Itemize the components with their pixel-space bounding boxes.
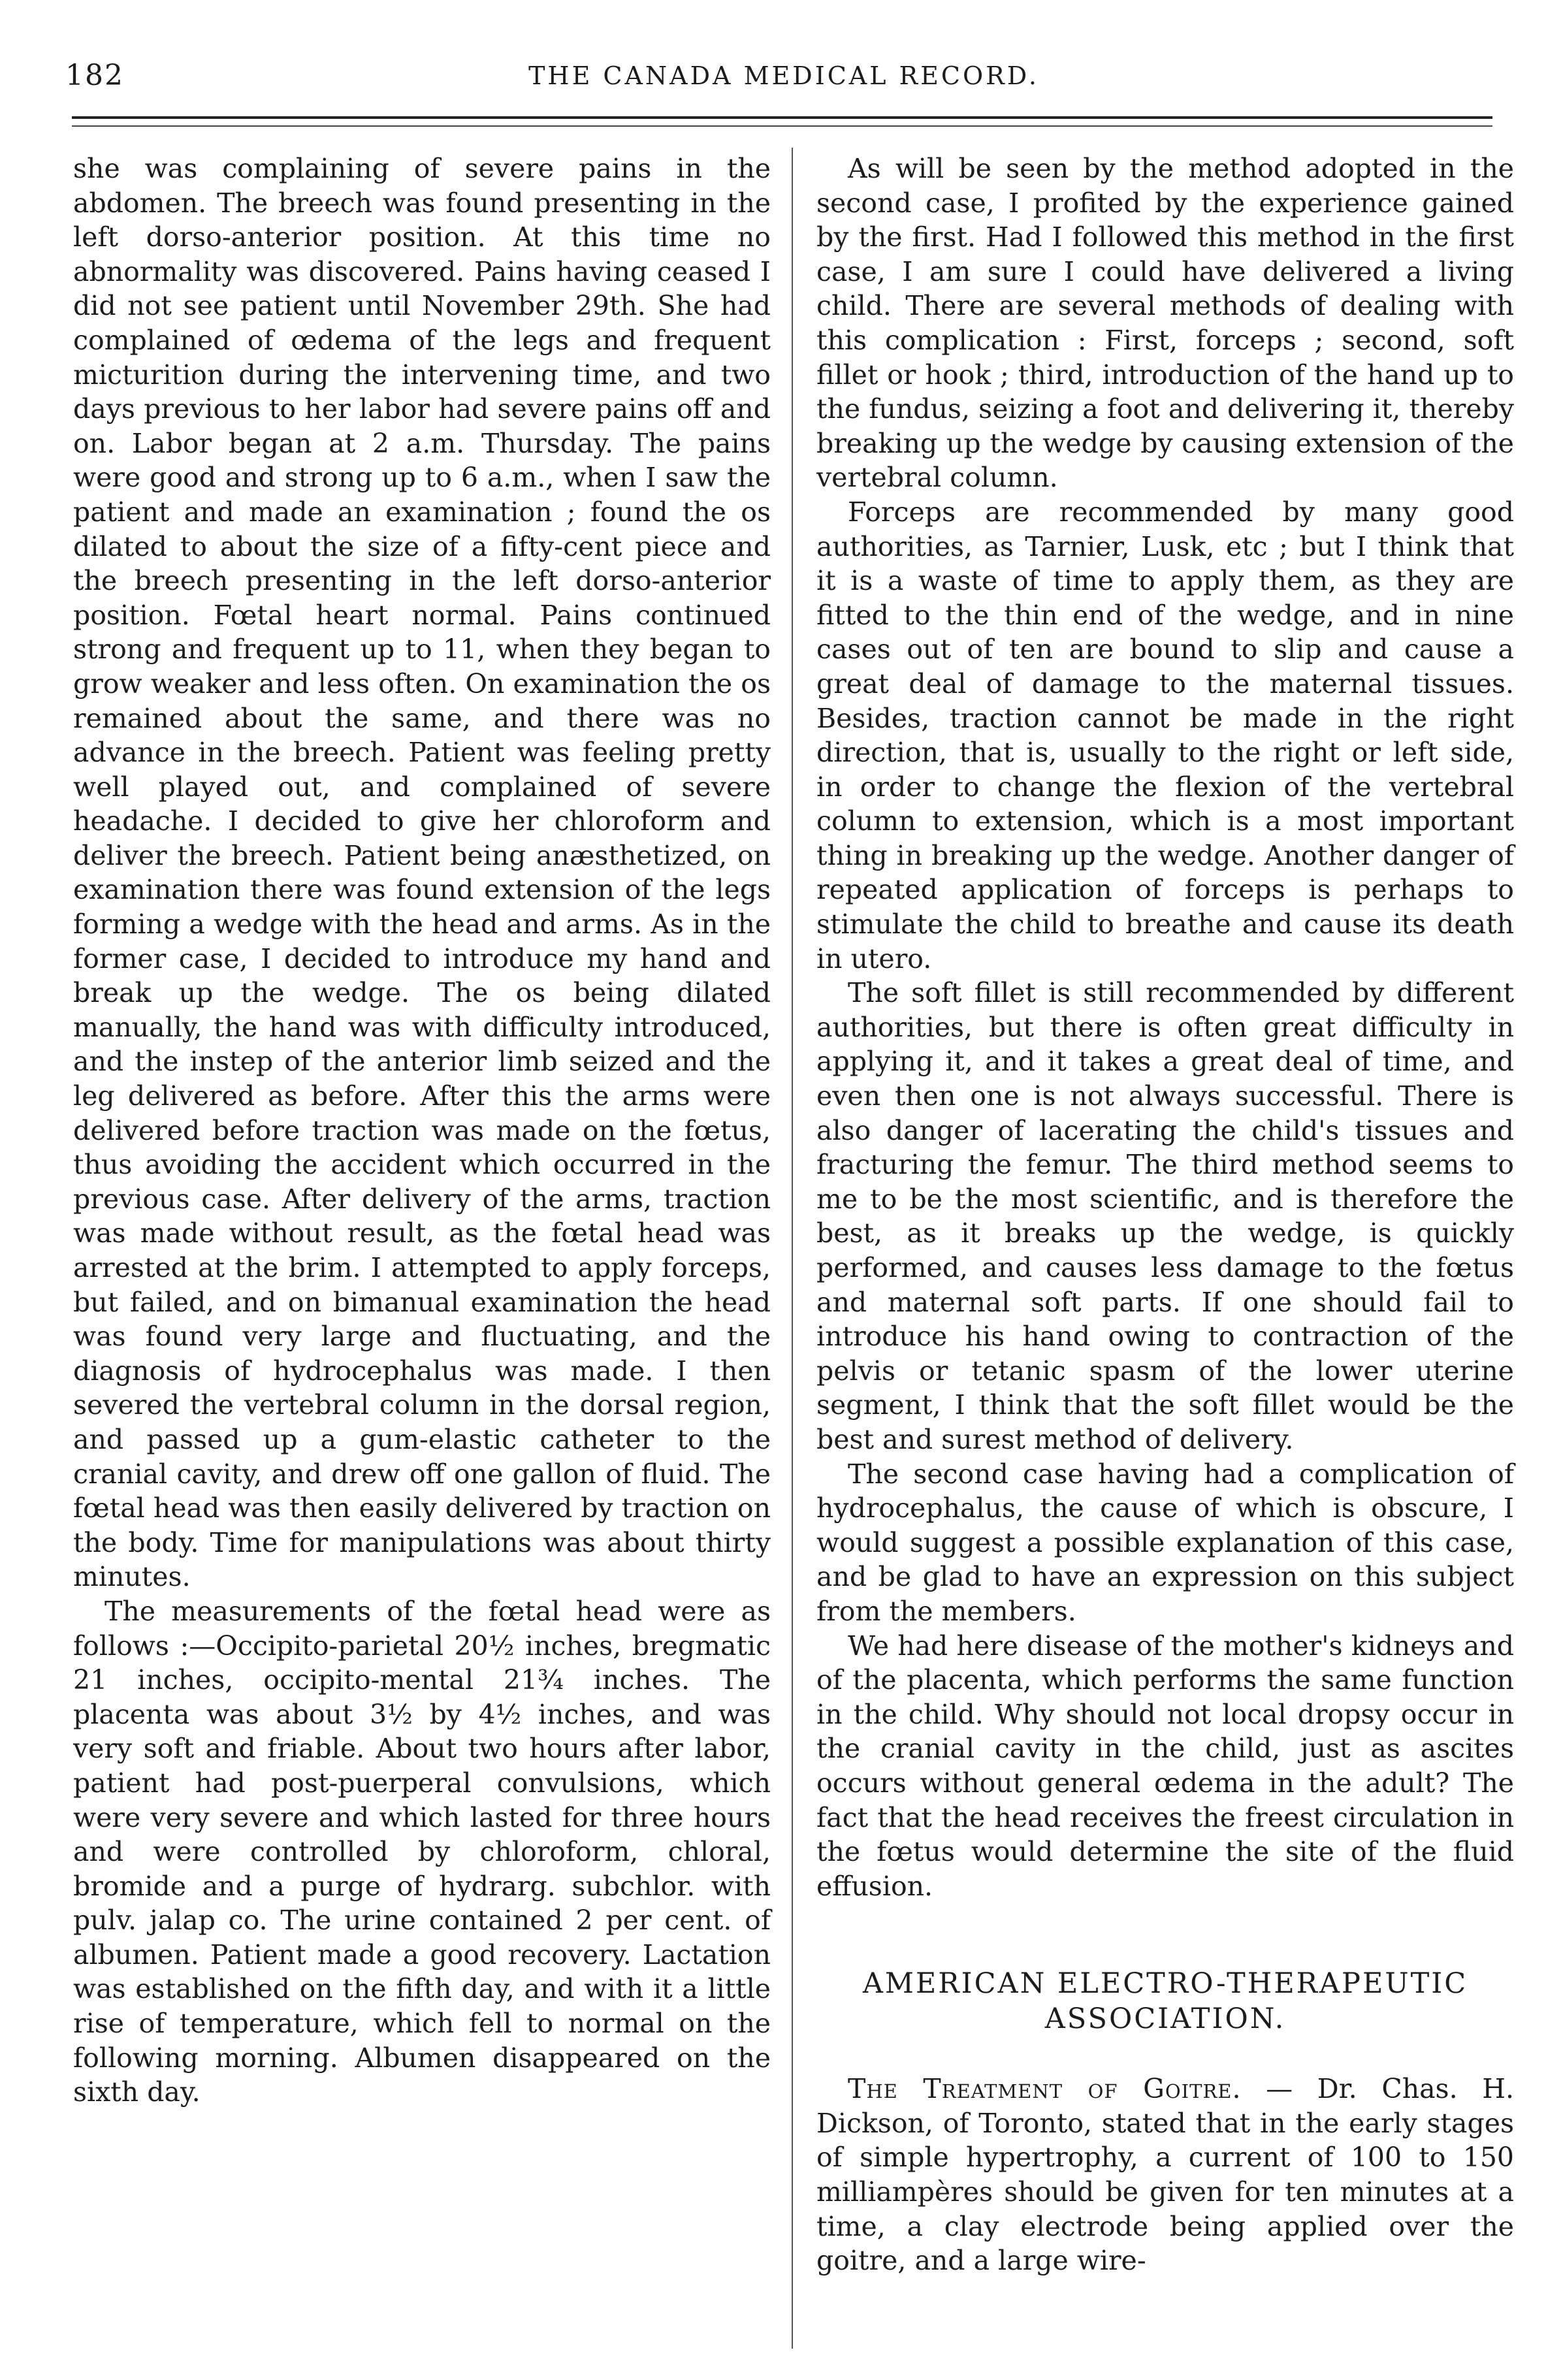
paragraph-measurements: The measurements of the fœtal head were as follows :—Occipito-parietal 20½ inches, bregmatic 21 inches, occipito-mental 21¾ inches. The placenta was about 3½ by 4½ inches, and was very soft and friable. About two hours after labor, patient had post-puerperal convulsions, which were very severe and which lasted for three hours and were controlled by chloroform, chloral, bromide and a purge of hydrarg. subchlor. with pulv. jalap co. The urine contained 2 per cent. of albumen. Patient made a good recovery. Lactation was established on the fifth day, and with it a little rise of temperature, which fell to normal on the following morning. Albumen disappeared on the sixth day. bbox=[73, 1595, 771, 2108]
section-lead: The Treatment of Goitre. bbox=[848, 2073, 1242, 2105]
paragraph-method: As will be seen by the method adopted in the second case, I profited by the experience gained by the first. Had I followed this method in the first case, I am sure I could have delivered a living child. There are several methods of dealing with this complication : First, forceps ; second, soft fillet or hook ; third, introduction of the hand up to the fundus, seizing a foot and delivering it, thereby breaking up the wedge by causing extension of the vertebral column. bbox=[816, 153, 1514, 494]
section-text: — Dr. Chas. H. Dickson, of Toronto, stated that in the early stages of simple hypertrophy, a current of 100 to 150 milliampères should be given for ten minutes at a time, a clay electrode being applied over the goitre, and a large wire- bbox=[816, 2073, 1515, 2277]
paragraph-hydrocephalus: The second case having had a complication of hydrocephalus, the cause of which is obscure, I would suggest a possible explanation of this case, and be glad to have an expression on this subject from the members. bbox=[816, 1458, 1514, 1627]
column-divider bbox=[792, 148, 793, 2349]
page-header bbox=[65, 59, 1502, 111]
right-column bbox=[816, 152, 1514, 2278]
section-heading: AMERICAN ELECTRO-THERAPEUTIC ASSOCIATION. bbox=[862, 1967, 1468, 2036]
paragraph-forceps: Forceps are recommended by many good authorities, as Tarnier, Lusk, etc ; but I think that it is a waste of time to apply them, as they are fitted to the thin end of the wedge, and in nine cases out of ten are bound to slip and cause a great deal of damage to the maternal tissues. Besides, traction cannot be made in the right direction, that is, usually to the right or left side, in order to change the flexion of the vertebral column to extension, which is a most important thing in breaking up the wedge. Another danger of repeated application of forceps is perhaps to stimulate the child to breathe and cause its death in utero. bbox=[816, 496, 1514, 974]
page-number: 182 bbox=[65, 59, 124, 92]
header-rule-thick bbox=[72, 116, 1492, 119]
journal-title: THE CANADA MEDICAL RECORD. bbox=[528, 61, 1039, 90]
paragraph-goitre bbox=[816, 2072, 1514, 2278]
paragraph-continued: she was complaining of severe pains in the abdomen. The breech was found presenting in the left dorso-anterior position. At this time no abnormality was discovered. Pains having ceased I did not see patient until November 29th. She had complained of œdema of the legs and frequent micturition during the intervening time, and two days previous to her labor had severe pains off and on. Labor began at 2 a.m. Thursday. The pains were good and strong up to 6 a.m., when I saw the patient and made an examination ; found the os dilated to about the size of a fifty-cent piece and the breech presenting in the left dorso-anterior position. Fœtal heart normal. Pains continued strong and frequent up to 11, when they began to grow weaker and less often. On examination the os remained about the same, and there was no advance in the breech. Patient was feeling pretty well played out, and complained of severe headache. I decided to give her chloroform and deliver the breech. Patient being anæsthetized, on examination there was found extension of the legs forming a wedge with the head and arms. As in the former case, I decided to introduce my hand and break up the wedge. The os being dilated manually, the hand was with difficulty introduced, and the instep of the anterior limb seized and the leg delivered as before. After this the arms were delivered before traction was made on the fœtus, thus avoiding the accident which occurred in the previous case. After delivery of the arms, traction was made without result, as the fœtal head was arrested at the brim. I attempted to apply forceps, but failed, and on bimanual examination the head was found very large and fluctuating, and the diagnosis of hydrocephalus was made. I then severed the vertebral column in the dorsal region, and passed up a gum-elastic catheter to the cranial cavity, and drew off one gallon of fluid. The fœtal head was then easily delivered by traction on the body. Time for manipulations was about thirty minutes. bbox=[73, 153, 771, 1593]
paragraph-kidneys: We had here disease of the mother's kidneys and of the placenta, which performs the same function in the child. Why should not local dropsy occur in the cranial cavity in the child, just as ascites occurs without general œdema in the adult? The fact that the head receives the freest circulation in the fœtus would determine the site of the fluid effusion. bbox=[816, 1630, 1514, 1902]
left-column bbox=[73, 152, 771, 2110]
paragraph-soft-fillet: The soft fillet is still recommended by different authorities, but there is often great difficulty in applying it, and it takes a great deal of time, and even then one is not always successful. There is also danger of lacerating the child's tissues and fracturing the femur. The third method seems to me to be the most scientific, and is therefore the best, as it breaks up the wedge, is quickly performed, and causes less damage to the fœtus and maternal soft parts. If one should fail to introduce his hand owing to contraction of the pelvis or tetanic spasm of the lower uterine segment, I think that the soft fillet would be the best and surest method of delivery. bbox=[816, 977, 1514, 1455]
header-rule-thin bbox=[72, 125, 1492, 127]
